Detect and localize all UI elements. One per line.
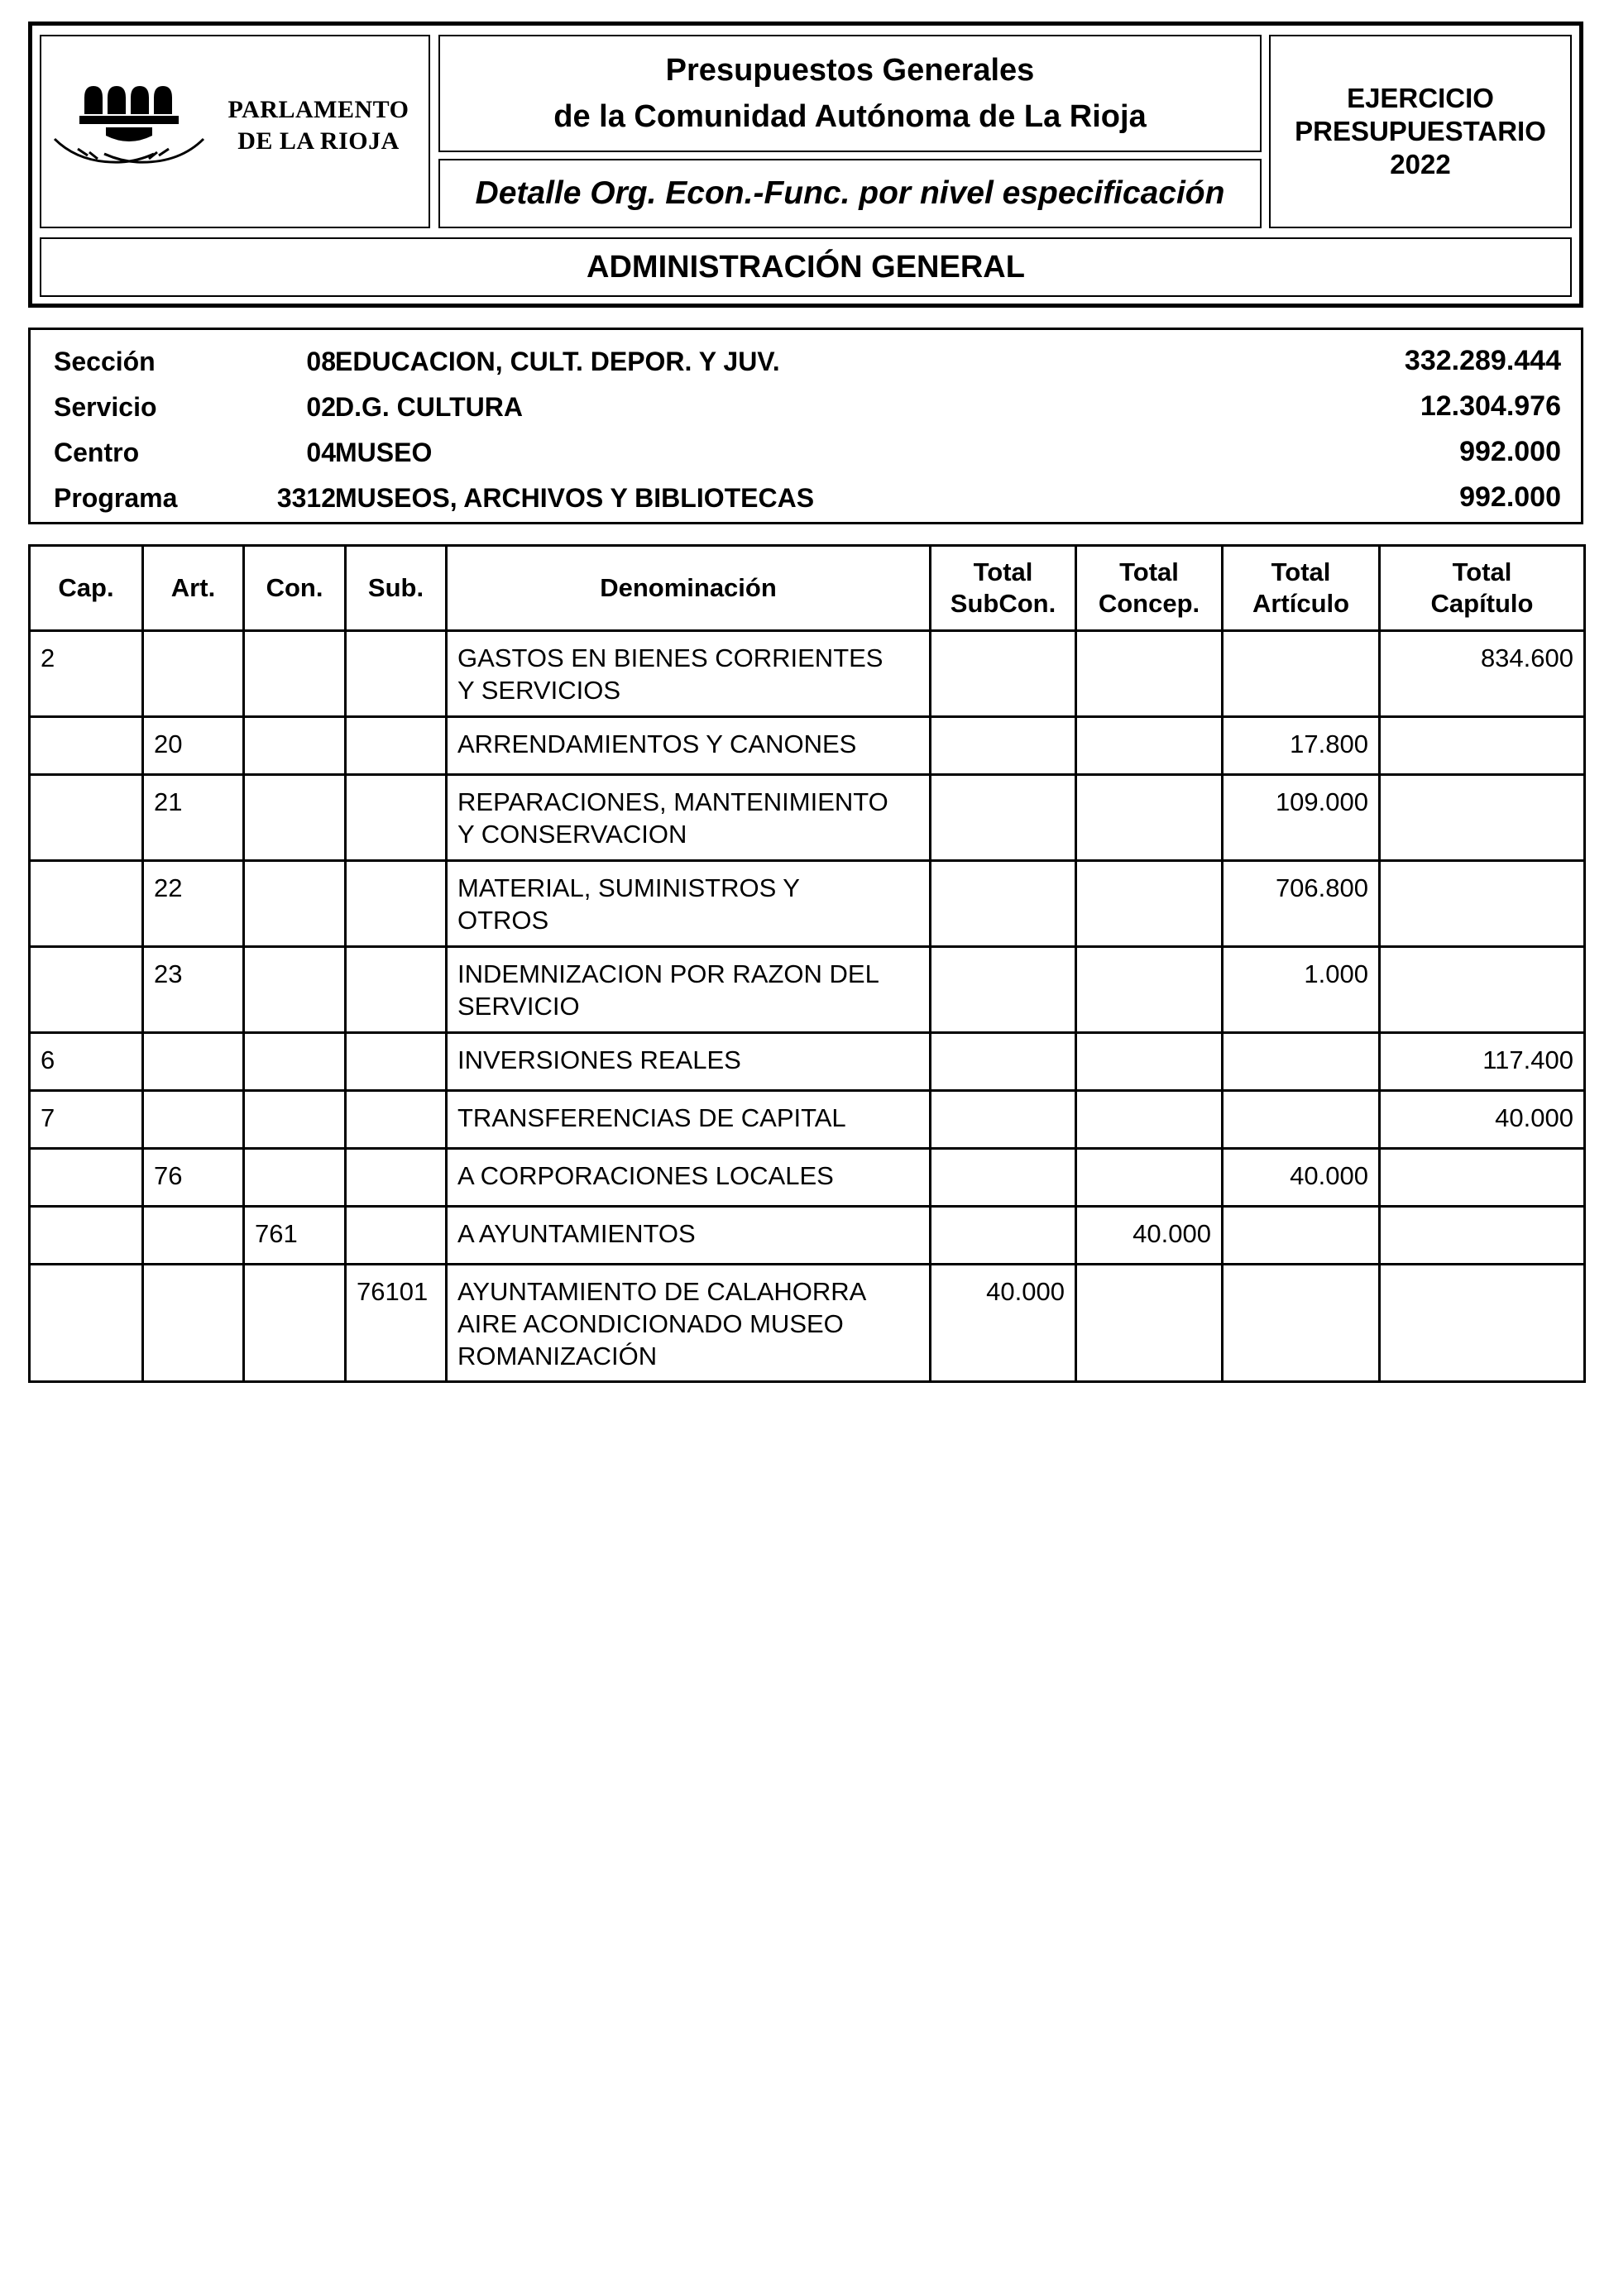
cell-total-subcon xyxy=(931,1033,1076,1091)
cell-art: 20 xyxy=(143,717,244,775)
cell-total-articulo: 706.800 xyxy=(1223,861,1380,947)
header-line: Total xyxy=(1271,557,1331,586)
cell-denominacion xyxy=(447,717,931,775)
den-line: AIRE ACONDICIONADO MUSEO xyxy=(457,1309,844,1338)
table-row xyxy=(30,631,1585,717)
cell-sub xyxy=(346,631,447,717)
info-description: MUSEOS, ARCHIVOS Y BIBLIOTECAS xyxy=(335,483,815,513)
cell-total-subcon xyxy=(931,947,1076,1033)
cell-cap xyxy=(30,717,143,775)
organic-info-box xyxy=(28,328,1583,524)
cell-total-subcon xyxy=(931,1149,1076,1207)
info-code: 02 xyxy=(306,392,336,422)
cell-total-articulo xyxy=(1223,1033,1380,1091)
cell-total-subcon: 40.000 xyxy=(931,1265,1076,1382)
cell-art xyxy=(143,1091,244,1149)
cell-total-concep xyxy=(1076,1265,1223,1382)
cell-con xyxy=(244,1265,346,1382)
cell-art: 21 xyxy=(143,775,244,861)
subtitle: Detalle Org. Econ.-Func. por nivel especificación xyxy=(475,175,1225,211)
cell-denominacion xyxy=(447,1149,931,1207)
cell-total-concep xyxy=(1076,631,1223,717)
cell-total-articulo xyxy=(1223,1091,1380,1149)
header-line: Capítulo xyxy=(1430,589,1534,618)
logo-box xyxy=(40,35,430,228)
header-total-capitulo xyxy=(1380,546,1585,631)
logo-line-2: DE LA RIOJA xyxy=(237,127,400,155)
cell-denominacion xyxy=(447,1033,931,1091)
cell-total-concep xyxy=(1076,1091,1223,1149)
cell-con xyxy=(244,1149,346,1207)
cell-cap: 7 xyxy=(30,1091,143,1149)
den-line: SERVICIO xyxy=(457,992,580,1021)
cell-cap: 2 xyxy=(30,631,143,717)
fiscal-year-box xyxy=(1269,35,1572,228)
cell-denominacion xyxy=(447,947,931,1033)
cell-total-concep xyxy=(1076,717,1223,775)
cell-cap xyxy=(30,861,143,947)
table-body xyxy=(30,631,1585,1382)
administration-banner xyxy=(40,237,1572,297)
cell-total-articulo: 40.000 xyxy=(1223,1149,1380,1207)
cell-total-capitulo: 117.400 xyxy=(1380,1033,1585,1091)
cell-sub xyxy=(346,861,447,947)
den-line: GASTOS EN BIENES CORRIENTES xyxy=(457,643,884,672)
table-header-row xyxy=(30,546,1585,631)
den-line: OTROS xyxy=(457,906,549,935)
header-denominacion: Denominación xyxy=(447,546,931,631)
header-line: Total xyxy=(1119,557,1179,586)
cell-total-concep xyxy=(1076,861,1223,947)
info-amount: 332.289.444 xyxy=(1404,345,1561,376)
table-row xyxy=(30,775,1585,861)
cell-sub xyxy=(346,1091,447,1149)
info-label: Sección xyxy=(54,347,156,376)
year-line-3: 2022 xyxy=(1390,149,1451,179)
info-row-servicio xyxy=(31,382,1581,428)
parliament-logo-icon xyxy=(46,73,212,180)
cell-art: 23 xyxy=(143,947,244,1033)
header-total-concep xyxy=(1076,546,1223,631)
cell-sub xyxy=(346,947,447,1033)
cell-sub xyxy=(346,717,447,775)
title-line-1: Presupuestos Generales xyxy=(665,53,1035,88)
header-art: Art. xyxy=(143,546,244,631)
den-line: INDEMNIZACION POR RAZON DEL xyxy=(457,959,879,988)
info-label: Servicio xyxy=(54,392,157,422)
cell-art: 76 xyxy=(143,1149,244,1207)
header-line: Concep. xyxy=(1098,589,1200,618)
cell-con xyxy=(244,861,346,947)
cell-total-articulo: 109.000 xyxy=(1223,775,1380,861)
cell-total-capitulo xyxy=(1380,1265,1585,1382)
den-line: Y CONSERVACION xyxy=(457,820,687,849)
cell-con xyxy=(244,717,346,775)
cell-con xyxy=(244,1091,346,1149)
year-line-1: EJERCICIO xyxy=(1347,83,1494,113)
info-description: D.G. CULTURA xyxy=(335,392,523,422)
info-row-programa xyxy=(31,473,1581,519)
header-line: Total xyxy=(1452,557,1512,586)
info-code: 08 xyxy=(306,347,336,376)
den-line: AYUNTAMIENTO DE CALAHORRA xyxy=(457,1277,867,1306)
logo-wordmark xyxy=(215,94,422,157)
cell-total-capitulo: 834.600 xyxy=(1380,631,1585,717)
cell-total-capitulo xyxy=(1380,775,1585,861)
cell-art xyxy=(143,1265,244,1382)
den-line: ROMANIZACIÓN xyxy=(457,1342,658,1370)
cell-total-articulo xyxy=(1223,631,1380,717)
cell-total-articulo xyxy=(1223,1207,1380,1265)
cell-cap xyxy=(30,1207,143,1265)
table-row xyxy=(30,861,1585,947)
cell-art: 22 xyxy=(143,861,244,947)
header-line: Artículo xyxy=(1252,589,1350,618)
cell-cap xyxy=(30,947,143,1033)
cell-cap xyxy=(30,775,143,861)
table-row xyxy=(30,1149,1585,1207)
table-row xyxy=(30,1265,1585,1382)
cell-total-subcon xyxy=(931,717,1076,775)
cell-total-articulo: 17.800 xyxy=(1223,717,1380,775)
cell-total-capitulo xyxy=(1380,947,1585,1033)
info-code: 04 xyxy=(306,438,336,467)
den-line: ARRENDAMIENTOS Y CANONES xyxy=(457,729,857,758)
info-amount: 992.000 xyxy=(1459,436,1561,467)
cell-total-capitulo xyxy=(1380,1149,1585,1207)
administration-title: ADMINISTRACIÓN GENERAL xyxy=(587,249,1025,285)
info-description: EDUCACION, CULT. DEPOR. Y JUV. xyxy=(335,347,780,376)
info-code: 3312 xyxy=(276,483,336,513)
cell-total-concep xyxy=(1076,1033,1223,1091)
header-line: Total xyxy=(973,557,1033,586)
cell-denominacion xyxy=(447,861,931,947)
cell-denominacion xyxy=(447,1265,931,1382)
table-row xyxy=(30,947,1585,1033)
cell-total-capitulo xyxy=(1380,1207,1585,1265)
den-line: TRANSFERENCIAS DE CAPITAL xyxy=(457,1103,846,1132)
info-label: Centro xyxy=(54,438,140,467)
cell-total-capitulo xyxy=(1380,717,1585,775)
cell-art xyxy=(143,631,244,717)
cell-total-capitulo xyxy=(1380,861,1585,947)
cell-sub: 76101 xyxy=(346,1265,447,1382)
cell-cap xyxy=(30,1149,143,1207)
table-row xyxy=(30,1091,1585,1149)
cell-denominacion xyxy=(447,1207,931,1265)
cell-sub xyxy=(346,775,447,861)
cell-denominacion xyxy=(447,1091,931,1149)
info-row-centro xyxy=(31,428,1581,473)
header-cap: Cap. xyxy=(30,546,143,631)
table-row xyxy=(30,1033,1585,1091)
cell-total-articulo: 1.000 xyxy=(1223,947,1380,1033)
den-line: Y SERVICIOS xyxy=(457,676,620,705)
cell-total-concep: 40.000 xyxy=(1076,1207,1223,1265)
cell-sub xyxy=(346,1207,447,1265)
cell-art xyxy=(143,1207,244,1265)
cell-total-subcon xyxy=(931,631,1076,717)
cell-total-subcon xyxy=(931,861,1076,947)
cell-con xyxy=(244,631,346,717)
header-sub: Sub. xyxy=(346,546,447,631)
cell-sub xyxy=(346,1033,447,1091)
title-box xyxy=(438,35,1262,152)
cell-total-concep xyxy=(1076,775,1223,861)
info-amount: 992.000 xyxy=(1459,481,1561,513)
cell-con xyxy=(244,947,346,1033)
cell-total-subcon xyxy=(931,1091,1076,1149)
cell-con xyxy=(244,1033,346,1091)
cell-total-articulo xyxy=(1223,1265,1380,1382)
year-line-2: PRESUPUESTARIO xyxy=(1295,116,1546,146)
header-line: SubCon. xyxy=(950,589,1056,618)
den-line: A CORPORACIONES LOCALES xyxy=(457,1161,834,1190)
subtitle-box xyxy=(438,159,1262,228)
cell-con xyxy=(244,775,346,861)
cell-denominacion xyxy=(447,775,931,861)
cell-art xyxy=(143,1033,244,1091)
table-row xyxy=(30,1207,1585,1265)
den-line: INVERSIONES REALES xyxy=(457,1045,741,1074)
den-line: REPARACIONES, MANTENIMIENTO xyxy=(457,787,888,816)
cell-cap xyxy=(30,1265,143,1382)
den-line: MATERIAL, SUMINISTROS Y xyxy=(457,873,800,902)
logo-line-1: PARLAMENTO xyxy=(227,96,409,123)
cell-total-subcon xyxy=(931,775,1076,861)
header-total-subcon xyxy=(931,546,1076,631)
cell-total-concep xyxy=(1076,947,1223,1033)
cell-total-capitulo: 40.000 xyxy=(1380,1091,1585,1149)
title-line-2: de la Comunidad Autónoma de La Rioja xyxy=(553,99,1147,134)
cell-total-concep xyxy=(1076,1149,1223,1207)
info-label: Programa xyxy=(54,483,178,513)
info-row-seccion xyxy=(31,337,1581,382)
info-description: MUSEO xyxy=(335,438,433,467)
header-con: Con. xyxy=(244,546,346,631)
cell-cap: 6 xyxy=(30,1033,143,1091)
info-amount: 12.304.976 xyxy=(1420,390,1561,422)
cell-total-subcon xyxy=(931,1207,1076,1265)
cell-sub xyxy=(346,1149,447,1207)
den-line: A AYUNTAMIENTOS xyxy=(457,1219,696,1248)
cell-denominacion xyxy=(447,631,931,717)
budget-table xyxy=(28,544,1586,1383)
header-total-articulo xyxy=(1223,546,1380,631)
cell-con: 761 xyxy=(244,1207,346,1265)
table-row xyxy=(30,717,1585,775)
